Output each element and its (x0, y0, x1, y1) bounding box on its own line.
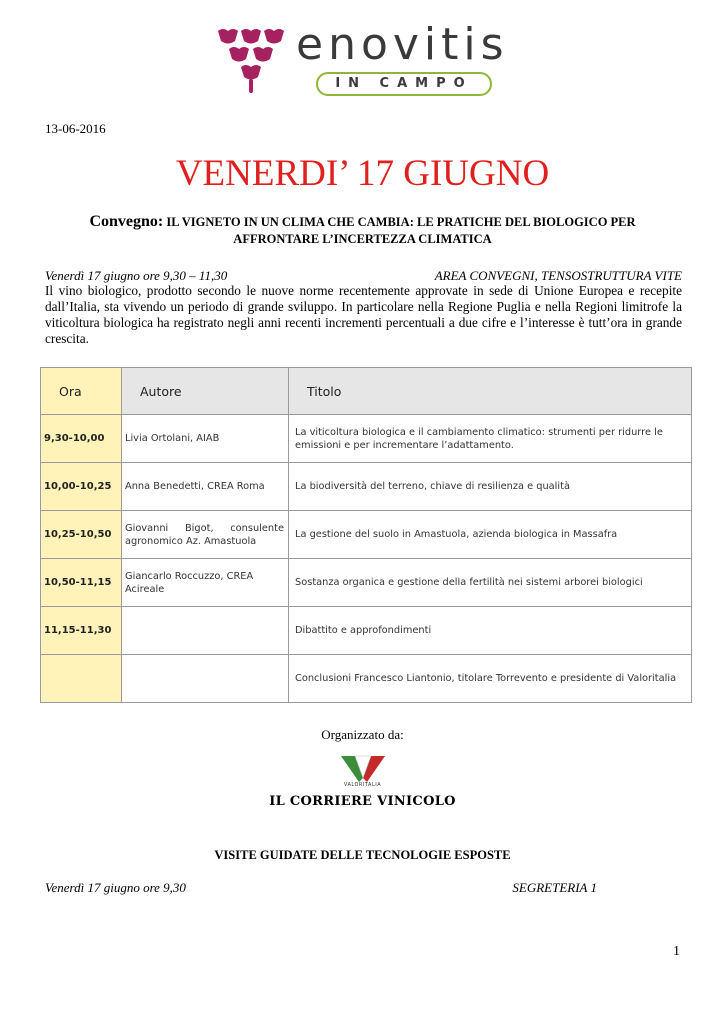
brand-badge: IN CAMPO (316, 72, 492, 96)
cell-autore: Giancarlo Roccuzzo, CREA Acireale (122, 559, 289, 607)
page-number: 1 (673, 944, 680, 959)
cell-titolo: Conclusioni Francesco Liantonio, titolare Torrevento e presidente di Valoritalia (289, 655, 692, 703)
header-autore: Autore (122, 368, 289, 415)
cell-ora: 10,00-10,25 (41, 463, 122, 511)
session-location: AREA CONVEGNI, TENSOSTRUTTURA VITE (434, 268, 682, 283)
cell-titolo: Sostanza organica e gestione della fertilità nei sistemi arborei biologici (289, 559, 692, 607)
cell-autore (122, 607, 289, 655)
cell-ora: 11,15-11,30 (41, 607, 122, 655)
convegno-label: Convegno: (89, 213, 164, 230)
valoritalia-name: VALORITALIA (343, 782, 382, 788)
table-row (41, 463, 692, 511)
cell-titolo: La viticoltura biologica e il cambiamento climatico: strumenti per ridurre le emissioni e per incrementare l’adattamento. (289, 415, 692, 463)
convegno-heading (45, 213, 680, 248)
cell-titolo: La gestione del suolo in Amastuola, azienda biologica in Massafra (289, 511, 692, 559)
brand-name: enovitis (296, 19, 509, 70)
table-row (41, 607, 692, 655)
intro-paragraph: Il vino biologico, prodotto secondo le nuove norme recentemente approvate in sede di Unione Europea e recepite dall’Italia, sta vivendo un periodo di grande sviluppo. In particolare nella Regione Puglia e nella Regioni limitrofe la viticoltura biologica ha registrato negli anni recenti incrementi percentuali a due cifre e l’interesse è tutt’ora in grande crescita. (45, 283, 682, 346)
grape-cluster-icon (216, 25, 288, 97)
page-title: VENERDI’ 17 GIUGNO (175, 153, 550, 194)
table-row (41, 511, 692, 559)
organizer-label: Organizzato da: (321, 727, 404, 742)
session-info (45, 268, 682, 284)
convegno-title-line2: AFFRONTARE L’INCERTEZZA CLIMATICA (233, 232, 492, 246)
cell-ora (41, 655, 122, 703)
table-row (41, 655, 692, 703)
cell-ora: 9,30-10,00 (41, 415, 122, 463)
cell-titolo: La biodiversità del terreno, chiave di resilienza e qualità (289, 463, 692, 511)
document-date: 13-06-2016 (45, 121, 106, 136)
visite-heading: VISITE GUIDATE DELLE TECNOLOGIE ESPOSTE (214, 848, 511, 862)
cell-ora: 10,25-10,50 (41, 511, 122, 559)
visite-location: SEGRETERIA 1 (512, 880, 597, 895)
cell-titolo: Dibattito e approfondimenti (289, 607, 692, 655)
header-titolo: Titolo (289, 368, 692, 415)
program-table (40, 367, 692, 703)
corriere-vinicolo-logo: IL CORRIERE VINICOLO (269, 794, 456, 809)
session-time: Venerdì 17 giugno ore 9,30 – 11,30 (45, 268, 228, 283)
visite-info (45, 880, 597, 896)
cell-ora: 10,50-11,15 (41, 559, 122, 607)
cell-autore (122, 655, 289, 703)
table-header-row (41, 368, 692, 415)
convegno-title-line1: IL VIGNETO IN UN CLIMA CHE CAMBIA: LE PRATICHE DEL BIOLOGICO PER (166, 215, 636, 229)
table-row (41, 559, 692, 607)
cell-autore: Livia Ortolani, AIAB (122, 415, 289, 463)
visite-time: Venerdì 17 giugno ore 9,30 (45, 880, 186, 895)
cell-autore: Anna Benedetti, CREA Roma (122, 463, 289, 511)
cell-autore: Giovanni Bigot, consulente agronomico Az. Amastuola (122, 511, 289, 559)
header-ora: Ora (41, 368, 122, 415)
enovitis-logo (216, 19, 516, 97)
table-row (41, 415, 692, 463)
